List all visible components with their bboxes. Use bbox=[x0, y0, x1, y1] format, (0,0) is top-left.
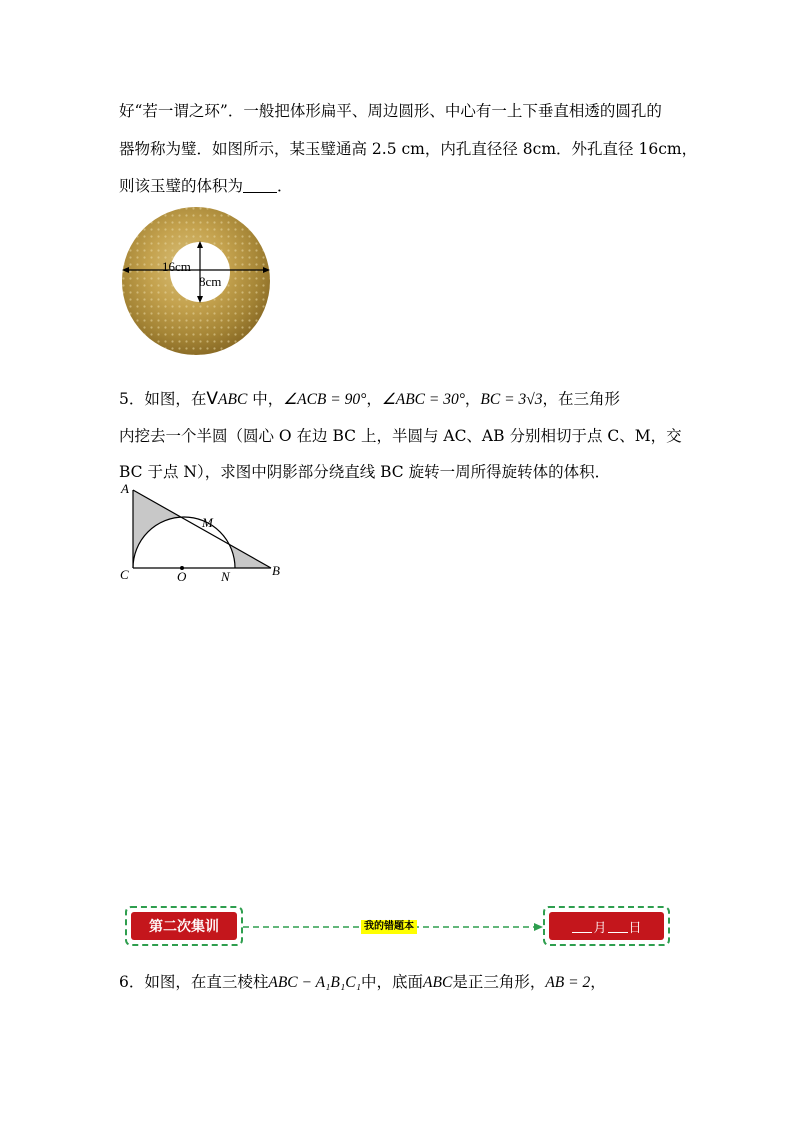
label-m: M bbox=[202, 515, 213, 530]
triangle-figure bbox=[115, 480, 290, 585]
label-c: C bbox=[120, 567, 129, 582]
jade-bi-figure bbox=[120, 205, 272, 357]
problem5-line3: BC 于点 N），求图中阴影部分绕直线 BC 旋转一周所得旋转体的体积． bbox=[119, 463, 611, 481]
problem6-line1: 6．如图，在直三棱柱ABC − A₁B₁C₁中，底面ABC是正三角形，AB = 2， bbox=[119, 973, 606, 991]
problem4-line2: 器物称为璧．如图所示，某玉璧通高 2.5 cm，内孔直径径 8cm．外孔直径 16cm， bbox=[119, 140, 698, 158]
label-a: A bbox=[121, 481, 129, 496]
banner-middle-label: 我的错题本 bbox=[361, 920, 417, 934]
problem5-line2: 内挖去一个半圆（圆心 O 在边 BC 上，半圆与 AC、AB 分别相切于点 C、M，交 bbox=[119, 427, 682, 445]
label-o: O bbox=[177, 569, 187, 584]
answer-blank bbox=[243, 178, 277, 193]
banner-right-box bbox=[543, 906, 670, 946]
inner-diameter-label: 8cm bbox=[199, 274, 222, 289]
outer-diameter-label: 16cm bbox=[162, 259, 191, 274]
banner-left-label: 第二次集训 bbox=[131, 912, 237, 940]
label-b: B bbox=[272, 563, 280, 578]
problem4-line1: 好“若一谓之环”．一般把体形扁平、周边圆形、中心有一上下垂直相透的圆孔的 bbox=[119, 102, 662, 120]
label-n: N bbox=[221, 569, 230, 584]
banner-left-box bbox=[125, 906, 243, 946]
banner-date: 月 日 bbox=[549, 912, 664, 940]
training-banner bbox=[125, 906, 670, 948]
problem4-line3: 则该玉璧的体积为 ． bbox=[119, 177, 293, 195]
problem5-line1: 5．如图，在VABC 中，∠ACB = 90°，∠ABC = 30°，BC = 3√3，在三角形 bbox=[119, 389, 620, 409]
